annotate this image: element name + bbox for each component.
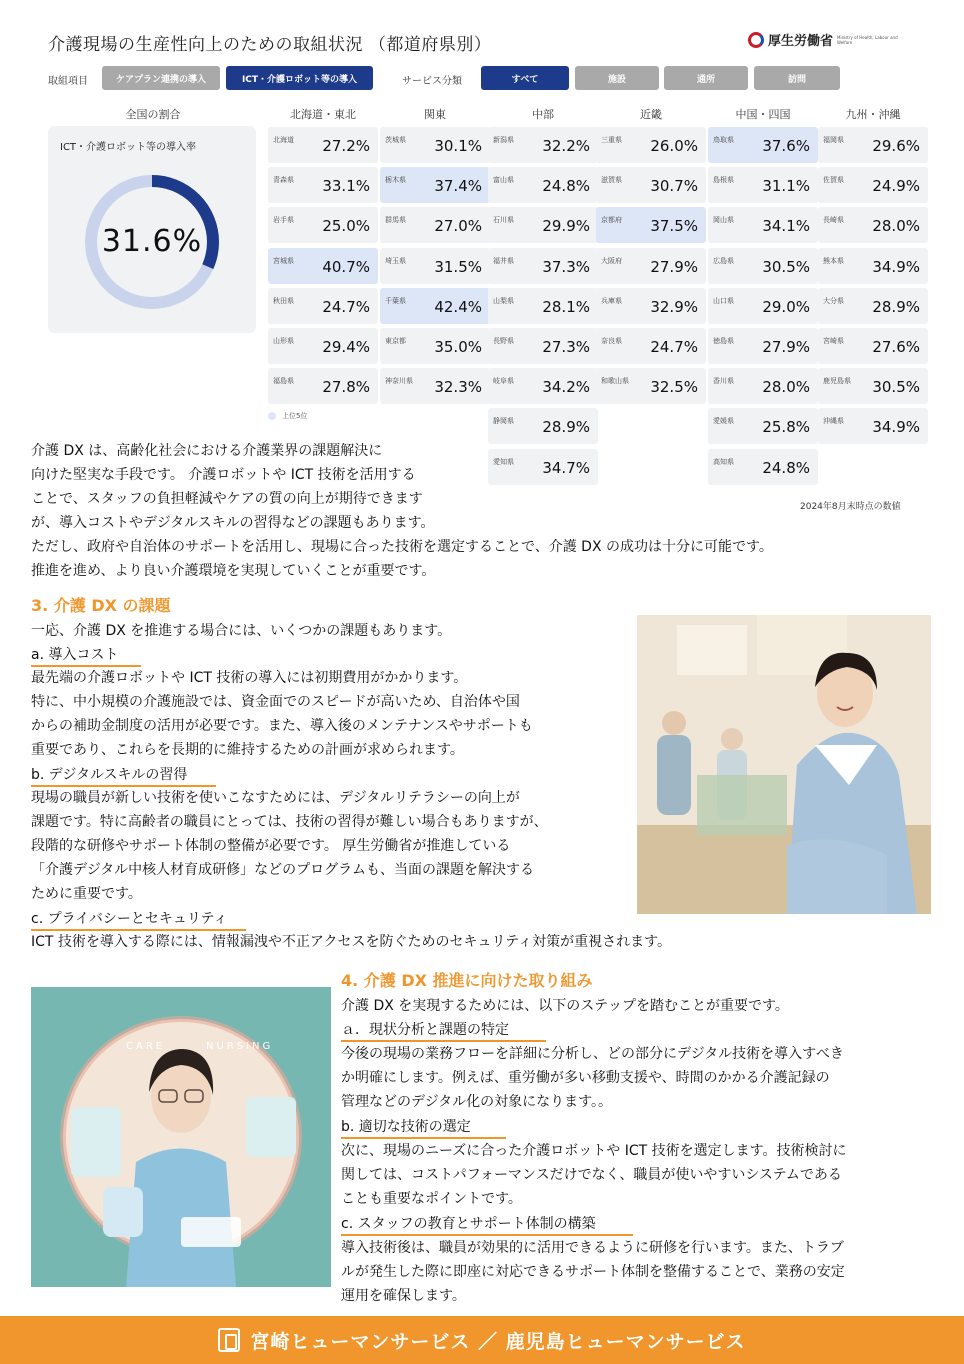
prefecture-rate: 30.5%	[762, 258, 810, 276]
prefecture-rate: 37.3%	[542, 258, 590, 276]
legend	[268, 411, 307, 421]
region-heading: 北海道・東北	[290, 108, 356, 121]
prefecture-name: 徳島県	[713, 337, 734, 345]
prefecture-cell	[380, 207, 490, 243]
body-line: 特に、中小規模の介護施設では、資金面でのスピードが高いため、自治体や国	[31, 694, 520, 710]
prefecture-rate: 37.5%	[650, 217, 698, 235]
prefecture-rate: 32.3%	[434, 378, 482, 396]
prefecture-name: 埼玉県	[385, 257, 406, 265]
prefecture-name: 山梨県	[493, 297, 514, 305]
prefecture-name: 大阪府	[601, 257, 622, 265]
prefecture-cell	[596, 248, 706, 284]
intro-line: 介護 DX は、高齢化社会における介護業界の課題解決に	[31, 443, 383, 459]
region-heading: 九州・沖縄	[845, 108, 901, 121]
prefecture-cell	[708, 127, 818, 163]
prefecture-rate: 26.0%	[650, 137, 698, 155]
prefecture-rate: 34.9%	[872, 258, 920, 276]
prefecture-name: 静岡県	[493, 417, 514, 425]
prefecture-cell	[488, 368, 598, 404]
body-line: 運用を確保します。	[341, 1288, 466, 1304]
body-line: からの補助金制度の活用が必要です。また、導入後のメンテナンスやサポートも	[31, 718, 533, 734]
prefecture-cell	[596, 127, 706, 163]
prefecture-name: 鹿児島県	[823, 377, 851, 385]
prefecture-cell	[380, 368, 490, 404]
prefecture-rate: 28.1%	[542, 298, 590, 316]
prefecture-cell	[380, 167, 490, 203]
service-daycare-button[interactable]: 通所	[664, 66, 748, 90]
prefecture-name: 長野県	[493, 337, 514, 345]
prefecture-name: 高知県	[713, 458, 734, 466]
prefecture-name: 千葉県	[385, 297, 406, 305]
prefecture-rate: 35.0%	[434, 338, 482, 356]
section3-heading: 3. 介護 DX の課題	[31, 596, 171, 615]
prefecture-rate: 32.5%	[650, 378, 698, 396]
prefecture-cell	[488, 248, 598, 284]
body-line: 「介護デジタル中核人材育成研修」などのプログラムも、当面の課題を解決する	[31, 862, 535, 878]
body-line: ために重要です。	[31, 886, 142, 902]
prefecture-rate: 25.0%	[322, 217, 370, 235]
intro-line: が、導入コストやデジタルスキルの習得などの課題もあります。	[31, 515, 435, 531]
prefecture-rate: 34.9%	[872, 418, 920, 436]
prefecture-cell	[268, 288, 378, 324]
section4-a-body	[341, 1042, 941, 1114]
prefecture-cell	[708, 328, 818, 364]
prefecture-cell	[708, 368, 818, 404]
prefecture-cell	[708, 288, 818, 324]
ministry-logo	[748, 30, 907, 49]
footer-banner	[0, 1316, 964, 1364]
prefecture-rate: 27.6%	[872, 338, 920, 356]
prefecture-cell	[268, 167, 378, 203]
prefecture-rate: 27.2%	[322, 137, 370, 155]
section4-heading: 4. 介護 DX 推進に向けた取り組み	[341, 971, 593, 990]
prefecture-name: 鳥取県	[713, 136, 734, 144]
prefecture-rate: 24.8%	[542, 177, 590, 195]
body-line: か明確にします。例えば、重労働が多い移動支援や、時間のかかる介護記録の	[341, 1070, 830, 1086]
section4-lead: 介護 DX を実現するためには、以下のステップを踏むことが重要です。	[341, 998, 789, 1014]
prefecture-rate: 37.4%	[434, 177, 482, 195]
prefecture-cell	[268, 127, 378, 163]
prefecture-rate: 37.6%	[762, 137, 810, 155]
prefecture-cell	[708, 207, 818, 243]
section3-b-body	[31, 786, 631, 906]
prefecture-rate: 32.2%	[542, 137, 590, 155]
prefecture-cell	[708, 167, 818, 203]
prefecture-rate: 29.6%	[872, 137, 920, 155]
prefecture-rate: 24.7%	[650, 338, 698, 356]
prefecture-name: 佐賀県	[823, 176, 844, 184]
prefecture-rate: 34.1%	[762, 217, 810, 235]
national-heading: 全国の割合	[125, 108, 181, 121]
prefecture-rate: 34.7%	[542, 459, 590, 477]
prefecture-name: 岩手県	[273, 216, 294, 224]
prefecture-cell	[818, 207, 928, 243]
filter-careplan-button[interactable]: ケアプラン連携の導入	[102, 66, 220, 90]
prefecture-cell	[268, 328, 378, 364]
section3-c-title: c. プライバシーとセキュリティ	[31, 908, 246, 931]
prefecture-cell	[818, 248, 928, 284]
prefecture-name: 奈良県	[601, 337, 622, 345]
prefecture-cell	[380, 127, 490, 163]
region-heading: 中部	[532, 108, 554, 121]
intro-line: 推進を進め、より良い介護環境を実現していくことが重要です。	[31, 563, 436, 579]
body-line: 現場の職員が新しい技術を使いこなすためには、デジタルリテラシーの向上が	[31, 790, 520, 806]
filter-ict-robot-button[interactable]: ICT・介護ロボット等の導入	[226, 66, 373, 90]
section4-c-body	[341, 1236, 941, 1308]
national-rate-label: ICT・介護ロボット等の導入率	[60, 142, 197, 153]
prefecture-rate: 42.4%	[434, 298, 482, 316]
prefecture-name: 沖縄県	[823, 417, 844, 425]
prefecture-name: 熊本県	[823, 257, 844, 265]
prefecture-name: 岐阜県	[493, 377, 514, 385]
prefecture-rate: 27.3%	[542, 338, 590, 356]
prefecture-rate: 29.9%	[542, 217, 590, 235]
prefecture-cell	[488, 288, 598, 324]
filter-service-label: サービス分類	[402, 76, 462, 87]
prefecture-cell	[380, 328, 490, 364]
prefecture-cell	[596, 328, 706, 364]
prefecture-name: 富山県	[493, 176, 514, 184]
section4-b-title: b. 適切な技術の選定	[341, 1116, 506, 1139]
section3-a-title: a. 導入コスト	[31, 644, 141, 667]
filter-item-label: 取組項目	[48, 76, 88, 87]
prefecture-cell	[380, 248, 490, 284]
region-heading: 関東	[424, 108, 446, 121]
prefecture-rate: 34.2%	[542, 378, 590, 396]
prefecture-rate: 25.8%	[762, 418, 810, 436]
prefecture-rate: 31.1%	[762, 177, 810, 195]
national-rate-value: 31.6%	[101, 224, 203, 259]
prefecture-rate: 28.0%	[872, 217, 920, 235]
prefecture-rate: 31.5%	[434, 258, 482, 276]
prefecture-rate: 28.0%	[762, 378, 810, 396]
prefecture-cell	[268, 207, 378, 243]
prefecture-rate: 27.9%	[650, 258, 698, 276]
body-line: 重要であり、これらを長期的に維持するための計画が求められます。	[31, 742, 464, 758]
body-line: 次に、現場のニーズに合った介護ロボットや ICT 技術を選定します。技術検討に	[341, 1143, 847, 1159]
company-logo-icon	[218, 1328, 240, 1352]
intro-paragraph	[31, 439, 931, 583]
prefecture-cell	[268, 248, 378, 284]
prefecture-name: 香川県	[713, 377, 734, 385]
prefecture-name: 東京都	[385, 337, 406, 345]
ministry-name: 厚生労働省	[768, 34, 834, 49]
prefecture-cell	[596, 207, 706, 243]
legend-label: 上位5位	[282, 412, 308, 420]
service-all-button[interactable]: すべて	[481, 66, 569, 90]
prefecture-name: 兵庫県	[601, 297, 622, 305]
footer-company-names: 宮崎ヒューマンサービス ／ 鹿児島ヒューマンサービス	[250, 1330, 746, 1353]
prefecture-name: 愛知県	[493, 458, 514, 466]
page-title: 介護現場の生産性向上のための取組状況 （都道府県別）	[48, 35, 492, 55]
prefecture-name: 長崎県	[823, 216, 844, 224]
prefecture-name: 山口県	[713, 297, 734, 305]
body-line: 今後の現場の業務フローを詳細に分析し、どの部分にデジタル技術を導入すべき	[341, 1046, 844, 1062]
prefecture-name: 青森県	[273, 176, 294, 184]
prefecture-name: 栃木県	[385, 176, 406, 184]
prefecture-name: 福岡県	[823, 136, 844, 144]
prefecture-cell	[596, 288, 706, 324]
section4-a-title: ａ．現状分析と課題の特定	[341, 1019, 546, 1042]
prefecture-name: 宮崎県	[823, 337, 844, 345]
prefecture-name: 愛媛県	[713, 417, 734, 425]
prefecture-rate: 28.9%	[872, 298, 920, 316]
service-facility-button[interactable]: 施設	[575, 66, 659, 90]
prefecture-cell	[380, 288, 490, 324]
prefecture-name: 群馬県	[385, 216, 406, 224]
prefecture-rate: 40.7%	[322, 258, 370, 276]
prefecture-name: 和歌山県	[601, 377, 629, 385]
prefecture-cell	[818, 288, 928, 324]
caregiver-photo	[637, 615, 931, 914]
prefecture-cell	[488, 328, 598, 364]
prefecture-rate: 30.5%	[872, 378, 920, 396]
section3-lead: 一応、介護 DX を推進する場合には、いくつかの課題もあります。	[31, 623, 452, 639]
prefecture-name: 大分県	[823, 297, 844, 305]
prefecture-name: 北海道	[273, 136, 294, 144]
prefecture-name: 石川県	[493, 216, 514, 224]
nurse-illustration	[31, 987, 331, 1287]
prefecture-rate: 32.9%	[650, 298, 698, 316]
prefecture-name: 滋賀県	[601, 176, 622, 184]
prefecture-name: 福井県	[493, 257, 514, 265]
prefecture-name: 茨城県	[385, 136, 406, 144]
body-line: ことも重要なポイントです。	[341, 1191, 522, 1207]
prefecture-name: 島根県	[713, 176, 734, 184]
prefecture-name: 広島県	[713, 257, 734, 265]
prefecture-rate: 33.1%	[322, 177, 370, 195]
body-line: ICT 技術を導入する際には、情報漏洩や不正アクセスを防ぐためのセキュリティ対策が重視されます。	[31, 934, 671, 950]
body-line: ルが発生した際に即座に対応できるサポート体制を整備することで、業務の安定	[341, 1264, 845, 1280]
body-line: 管理などのデジタル化の対象になります。。	[341, 1094, 613, 1110]
section3-b-title: b. デジタルスキルの習得	[31, 764, 216, 787]
prefecture-rate: 27.9%	[762, 338, 810, 356]
prefecture-cell	[818, 127, 928, 163]
prefecture-name: 三重県	[601, 136, 622, 144]
prefecture-name: 新潟県	[493, 136, 514, 144]
ministry-logo-icon	[748, 32, 764, 48]
service-visit-button[interactable]: 訪問	[754, 66, 840, 90]
illustration-text-care: CARE	[126, 1041, 166, 1052]
intro-line: ことで、スタッフの負担軽減やケアの質の向上が期待できます	[31, 491, 423, 507]
section4-c-title: c. スタッフの教育とサポート体制の構築	[341, 1213, 633, 1236]
prefecture-name: 岡山県	[713, 216, 734, 224]
prefecture-cell	[708, 248, 818, 284]
prefecture-cell	[818, 167, 928, 203]
national-rate-card	[48, 126, 256, 333]
prefecture-cell	[488, 207, 598, 243]
section3-a-body	[31, 666, 631, 762]
prefecture-rate: 24.7%	[322, 298, 370, 316]
ministry-subtitle: Ministry of Health, Labour and Welfare	[837, 34, 898, 45]
section4-b-body	[341, 1139, 941, 1211]
prefecture-rate: 29.4%	[322, 338, 370, 356]
body-line: 導入技術後は、職員が効果的に活用できるように研修を行います。また、トラブ	[341, 1240, 844, 1256]
prefecture-name: 秋田県	[273, 297, 294, 305]
body-line: 最先端の介護ロボットや ICT 技術の導入には初期費用がかかります。	[31, 670, 468, 686]
prefecture-name: 京都府	[601, 216, 622, 224]
prefecture-cell	[488, 127, 598, 163]
region-heading: 近畿	[640, 108, 662, 121]
body-line: 課題です。特に高齢者の職員にとっては、技術の習得が難しい場合もありますが、	[31, 814, 548, 830]
prefecture-rate: 27.0%	[434, 217, 482, 235]
body-line: 関しては、コストパフォーマンスだけでなく、職員が使いやすいシステムである	[341, 1167, 842, 1183]
body-line: 段階的な研修やサポート体制の整備が必要です。 厚生労働省が推進している	[31, 838, 511, 854]
prefecture-name: 宮城県	[273, 257, 294, 265]
prefecture-rate: 24.9%	[872, 177, 920, 195]
prefecture-cell	[818, 368, 928, 404]
prefecture-rate: 30.1%	[434, 137, 482, 155]
intro-line: 向けた堅実な手段です。 介護ロボットや ICT 技術を活用する	[31, 467, 416, 483]
prefecture-rate: 24.8%	[762, 459, 810, 477]
prefecture-name: 福島県	[273, 377, 294, 385]
prefecture-rate: 29.0%	[762, 298, 810, 316]
prefecture-cell	[596, 368, 706, 404]
prefecture-name: 山形県	[273, 337, 294, 345]
prefecture-rate: 28.9%	[542, 418, 590, 436]
region-heading: 中国・四国	[735, 108, 791, 121]
prefecture-cell	[488, 167, 598, 203]
prefecture-cell	[268, 368, 378, 404]
illustration-text-nursing: NURSING	[206, 1041, 274, 1052]
prefecture-name: 神奈川県	[385, 377, 413, 385]
section3-c-body	[31, 930, 931, 954]
intro-line: ただし、政府や自治体のサポートを活用し、現場に合った技術を選定することで、介護 DX の成功は十分に可能です。	[31, 539, 773, 555]
prefecture-cell	[596, 167, 706, 203]
prefecture-cell	[818, 328, 928, 364]
prefecture-rate: 27.8%	[322, 378, 370, 396]
legend-swatch	[268, 412, 276, 420]
prefecture-rate: 30.7%	[650, 177, 698, 195]
data-date-note: 2024年8月末時点の数値	[800, 502, 901, 512]
